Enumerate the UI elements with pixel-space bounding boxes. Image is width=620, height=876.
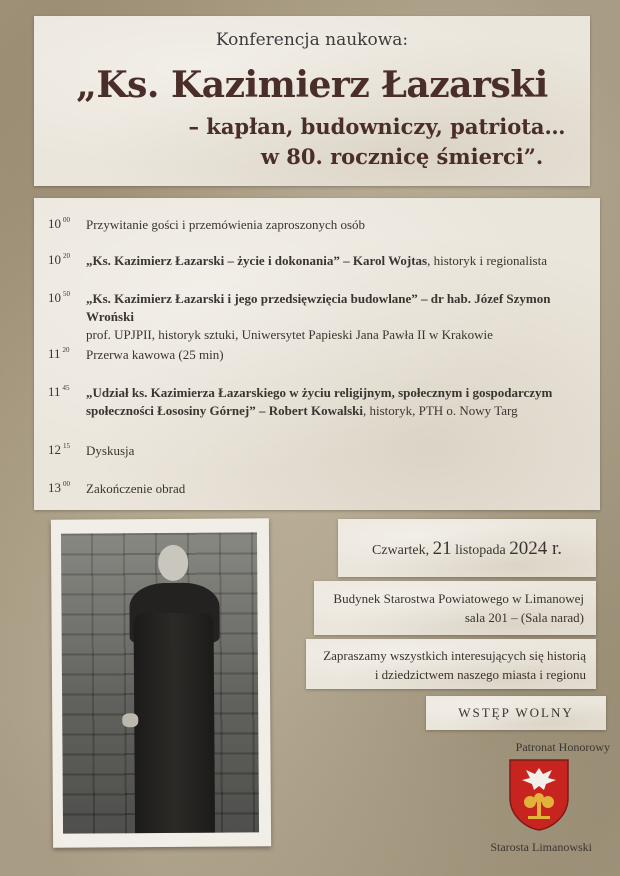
entry-free-label: WSTĘP WOLNY — [458, 705, 574, 720]
program-text: Przywitanie gości i przemówienia zaproszonych osób — [86, 217, 366, 232]
conference-kicker: Konferencja naukowa: — [215, 30, 409, 50]
program-time: 10 $^{00}$ — [48, 216, 70, 231]
priest-cassock-shape — [134, 613, 216, 834]
priest-hand-shape — [122, 713, 138, 727]
event-date: Czwartek, 21 listopada 2024 r. — [372, 538, 562, 559]
place-card — [314, 581, 596, 635]
program-text: Dyskusja — [86, 443, 135, 458]
program-time: 10 $^{20}$ — [48, 252, 70, 267]
patron-name: Starosta Limanowski — [490, 840, 592, 854]
title-card — [34, 16, 590, 186]
priest-head-shape — [158, 545, 188, 581]
program-time: 13 $^{00}$ — [48, 480, 70, 495]
program-time: 11 $^{45}$ — [48, 384, 70, 399]
program-text: „Udział ks. Kazimierza Łazarskiego w życiu religijnym, społecznym i gospodarczym społeczności Łososiny Górnej” – Robert Kowalski, historyk, PTH o. Nowy Targ — [86, 385, 553, 418]
conference-subtitle-2: w 80. rocznicę śmierci”. — [260, 144, 544, 169]
event-place: Budynek Starostwa Powiatowego w Limanowej sala 201 – (Sala narad) — [333, 591, 584, 625]
date-card — [338, 519, 596, 577]
invite-card — [306, 639, 596, 689]
program-time: 10 $^{50}$ — [48, 290, 70, 305]
program-text: Przerwa kawowa (25 min) — [86, 347, 224, 362]
portrait-image — [61, 532, 259, 833]
program-time: 11 $^{20}$ — [48, 346, 70, 361]
event-invite: Zapraszamy wszystkich interesujących się historią i dziedzictwem naszego miasta i regionu — [323, 648, 586, 682]
program-text: „Ks. Kazimierz Łazarski – życie i dokonania” – Karol Wojtas, historyk i regionalista — [86, 253, 547, 268]
program-time: 12 $^{15}$ — [48, 442, 70, 457]
conference-title: „Ks. Kazimierz Łazarski — [76, 64, 548, 106]
program-text: „Ks. Kazimierz Łazarski i jego przedsięwzięcia budowlane” – dr hab. Józef Szymon Wroński prof. UPJPII, historyk sztuki, Uniwersytet Papieski Jana Pawła II w Krakowie — [86, 291, 551, 342]
patronage-label: Patronat Honorowy — [515, 740, 610, 754]
conference-subtitle-1: – kapłan, budowniczy, patriota… — [188, 114, 566, 139]
portrait-photo — [51, 518, 271, 848]
program-card — [34, 198, 600, 510]
entry-card — [426, 696, 606, 730]
coat-of-arms-icon — [508, 758, 570, 832]
program-text: Zakończenie obrad — [86, 481, 186, 496]
